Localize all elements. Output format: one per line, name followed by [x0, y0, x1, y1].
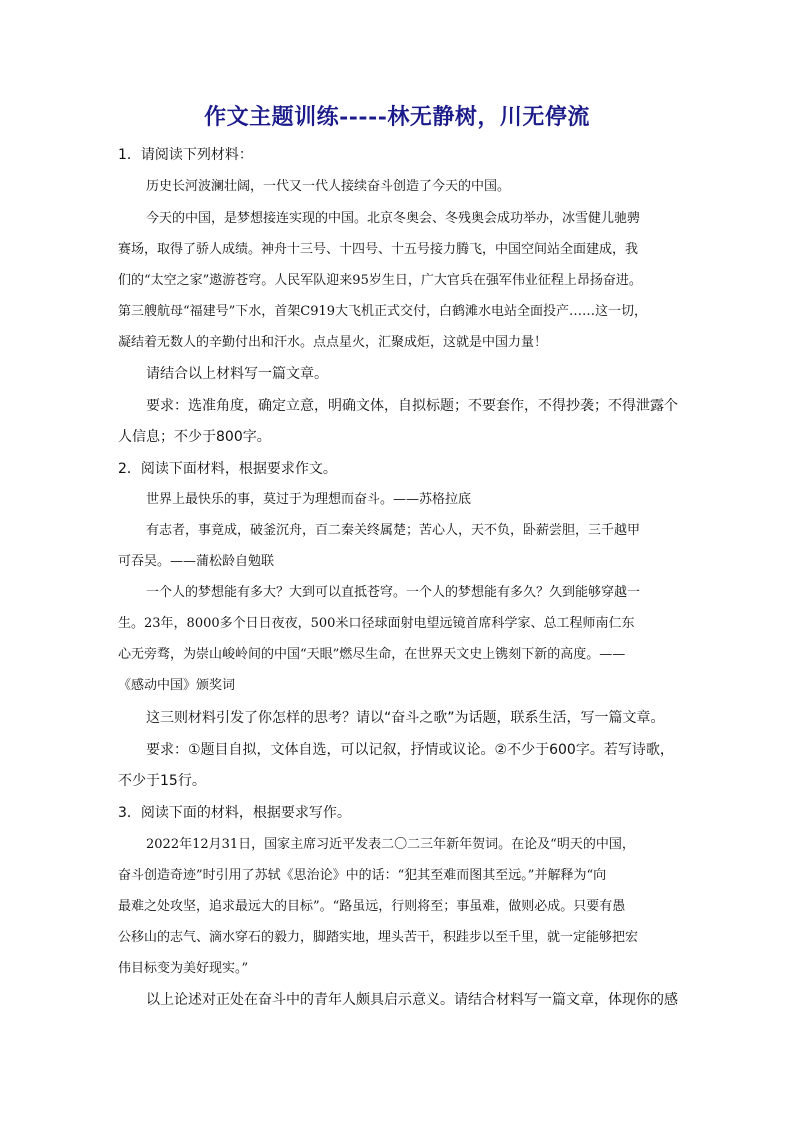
- material-2-line: 生。23年，8000多个日日夜夜，500米口径球面射电望远镜首席科学家、总工程师南仁东: [118, 616, 635, 631]
- task-2-requirements: 要求：①题目自拟，文体自选，可以记叙，抒情或议论。②不少于600字。若写诗歌，: [146, 742, 674, 758]
- material-2-line: 有志者，事竟成，破釜沉舟，百二秦关终属楚；苦心人，天不负，卧薪尝胆，三千越甲: [146, 523, 641, 538]
- material-1-line: 们的“太空之家”遨游苍穹。人民军队迎来95岁生日，广大官兵在强军伟业征程上昂扬奋进。: [118, 273, 642, 288]
- task-3-prompt: 以上论述对正处在奋斗中的青年人颇具启示意义。请结合材料写一篇文章，体现你的感: [146, 992, 678, 1008]
- material-3-line: 奋斗创造奇迹”时引用了苏轼《思治论》中的话：“犯其至难而图其至远。”并解释为“向: [118, 868, 607, 883]
- question-2-heading: 2．阅读下面材料，根据要求作文。: [118, 461, 337, 477]
- material-2-line: 《感动中国》颁奖词: [118, 678, 236, 693]
- material-1-line: 历史长河波澜壮阔，一代又一代人接续奋斗创造了今天的中国。: [146, 179, 511, 194]
- question-3-heading: 3．阅读下面的材料，根据要求写作。: [118, 805, 351, 821]
- material-3-line: 最难之处攻坚，追求最远大的目标”。“路虽远，行则将至；事虽难，做则必成。只要有愚: [118, 899, 626, 914]
- material-1-line: 第三艘航母“福建号”下水，首架C919大飞机正式交付，白鹤滩水电站全面投产……这一切，: [118, 304, 648, 319]
- task-1-requirements: 要求：选准角度，确定立意，明确文体，自拟标题；不要套作，不得抄袭；不得泄露个: [146, 398, 678, 414]
- task-2-requirements: 不少于15行。: [118, 773, 206, 789]
- task-1-requirements: 人信息；不少于800字。: [118, 429, 271, 445]
- material-1-line: 赛场，取得了骄人成绩。神舟十三号、十四号、十五号接力腾飞，中国空间站全面建成，我: [118, 242, 639, 257]
- material-3-line: 2022年12月31日，国家主席习近平发表二〇二三年新年贺词。在论及“明天的中国，: [146, 837, 635, 852]
- page-title: 作文主题训练-----林无静树，川无停流: [204, 104, 590, 130]
- material-3-line: 公移山的志气、滴水穿石的毅力，脚踏实地，埋头苦干，积跬步以至千里，就一定能够把宏: [118, 930, 639, 945]
- material-1-line: 凝结着无数人的辛勤付出和汗水。点点星火，汇聚成炬，这就是中国力量！: [118, 335, 548, 350]
- material-1-line: 今天的中国，是梦想接连实现的中国。北京冬奥会、冬残奥会成功举办，冰雪健儿驰骋: [146, 211, 641, 226]
- material-2-line: 心无旁骛，为崇山峻岭间的中国“天眼”燃尽生命，在世界天文史上镌刻下新的高度。——: [118, 647, 626, 662]
- task-1-prompt: 请结合以上材料写一篇文章。: [146, 366, 328, 382]
- material-3-line: 伟目标变为美好现实。”: [118, 961, 249, 976]
- question-1-heading: 1．请阅读下列材料：: [118, 147, 253, 163]
- material-2-line: 一个人的梦想能有多大？大到可以直抵苍穹。一个人的梦想能有多久？久到能够穿越一: [146, 585, 641, 600]
- material-2-line: 可吞吴。——蒲松龄自勉联: [118, 554, 275, 569]
- task-2-prompt: 这三则材料引发了你怎样的思考？请以“奋斗之歌”为话题，联系生活，写一篇文章。: [146, 710, 665, 726]
- material-2-line: 世界上最快乐的事，莫过于为理想而奋斗。——苏格拉底: [146, 492, 472, 507]
